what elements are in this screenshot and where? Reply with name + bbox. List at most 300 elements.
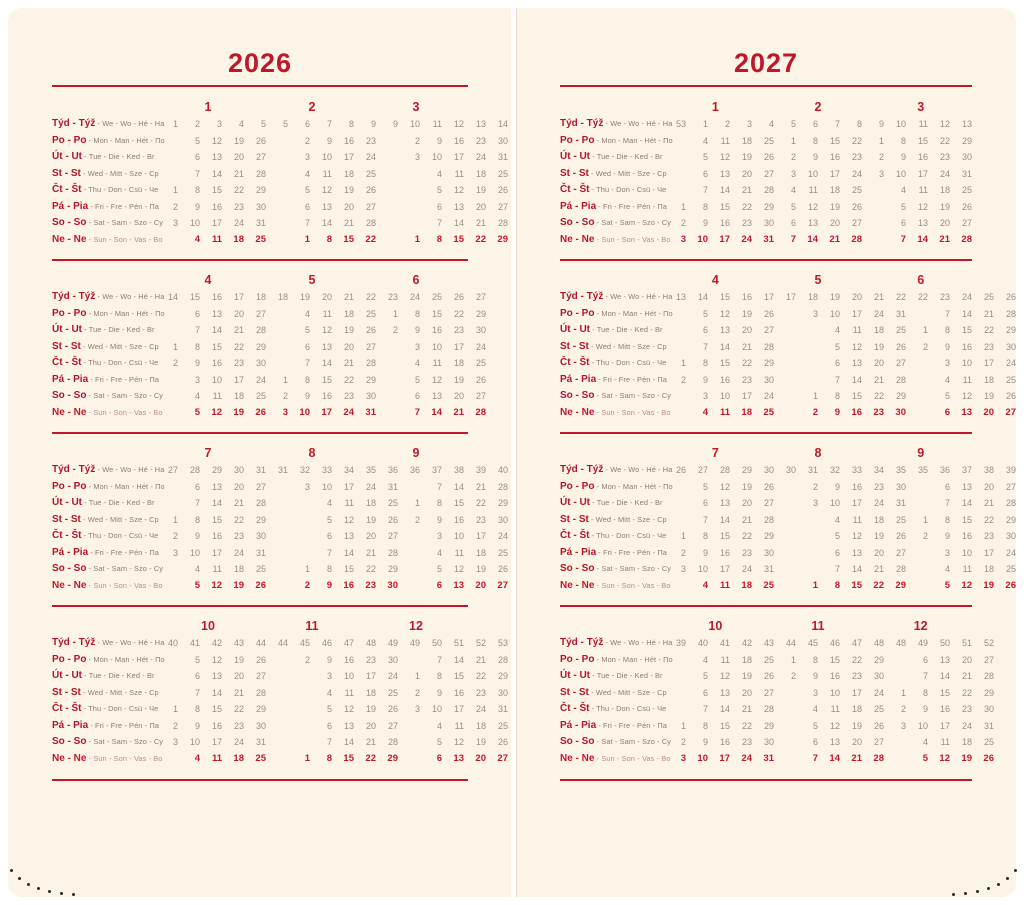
date-cell[interactable]: 24 [873, 308, 884, 319]
week-number[interactable]: 15 [719, 292, 730, 302]
date-cell[interactable]: 20 [365, 531, 376, 541]
date-cell[interactable]: 2 [304, 135, 310, 146]
date-cell[interactable]: 4 [812, 704, 818, 714]
week-number[interactable]: 53 [675, 119, 686, 129]
date-cell[interactable]: 9 [326, 135, 332, 146]
date-cell[interactable]: 16 [343, 135, 354, 146]
date-cell[interactable]: 10 [211, 374, 222, 385]
date-cell[interactable]: 12 [719, 671, 730, 681]
date-cell[interactable]: 6 [702, 498, 708, 508]
date-cell[interactable]: 19 [983, 391, 994, 401]
date-cell[interactable]: 23 [233, 531, 244, 541]
date-cell[interactable]: 26 [895, 341, 906, 352]
date-cell[interactable]: 18 [343, 168, 354, 179]
date-cell[interactable]: 13 [829, 737, 840, 747]
date-cell[interactable]: 30 [1005, 531, 1016, 541]
date-cell[interactable]: 4 [702, 579, 708, 591]
date-cell[interactable]: 12 [961, 579, 972, 591]
date-cell[interactable]: 3 [414, 704, 420, 714]
date-cell[interactable]: 24 [763, 391, 774, 401]
date-cell[interactable]: 3 [900, 720, 906, 731]
week-number[interactable]: 51 [453, 638, 464, 648]
date-cell[interactable]: 23 [453, 325, 464, 335]
date-cell[interactable]: 12 [343, 514, 354, 525]
date-cell[interactable]: 24 [1005, 547, 1016, 558]
date-cell[interactable]: 19 [475, 185, 486, 195]
week-number[interactable]: 17 [233, 292, 244, 302]
week-number[interactable]: 26 [1005, 292, 1016, 302]
date-cell[interactable]: 6 [436, 201, 442, 212]
date-cell[interactable]: 3 [812, 498, 818, 508]
date-cell[interactable]: 12 [961, 391, 972, 401]
date-cell[interactable]: 7 [436, 218, 442, 228]
date-cell[interactable]: 22 [233, 704, 244, 714]
date-cell[interactable]: 11 [830, 704, 840, 714]
week-number[interactable]: 27 [167, 465, 178, 475]
date-cell[interactable]: 2 [304, 654, 310, 665]
week-number[interactable]: 3 [746, 119, 752, 129]
date-cell[interactable]: 8 [326, 752, 332, 764]
date-cell[interactable]: 22 [475, 233, 486, 245]
date-cell[interactable]: 27 [763, 687, 774, 698]
date-cell[interactable]: 28 [1005, 308, 1016, 319]
date-cell[interactable]: 22 [873, 391, 884, 401]
date-cell[interactable]: 19 [829, 201, 840, 212]
week-number[interactable]: 22 [895, 292, 906, 302]
date-cell[interactable]: 26 [1005, 579, 1016, 591]
date-cell[interactable]: 29 [387, 564, 398, 574]
week-number[interactable]: 22 [917, 292, 928, 302]
date-cell[interactable]: 16 [961, 341, 972, 352]
date-cell[interactable]: 20 [741, 498, 752, 508]
date-cell[interactable]: 28 [387, 547, 398, 558]
date-cell[interactable]: 14 [453, 654, 464, 665]
date-cell[interactable]: 10 [961, 358, 972, 368]
date-cell[interactable]: 4 [834, 325, 840, 335]
week-number[interactable]: 40 [167, 638, 178, 648]
date-cell[interactable]: 1 [812, 579, 818, 591]
date-cell[interactable]: 11 [454, 547, 464, 558]
date-cell[interactable]: 24 [497, 531, 508, 541]
date-cell[interactable]: 5 [194, 135, 200, 146]
date-cell[interactable]: 24 [741, 233, 752, 245]
week-number[interactable]: 4 [238, 119, 244, 129]
date-cell[interactable]: 28 [497, 218, 508, 228]
date-cell[interactable]: 1 [414, 671, 420, 681]
date-cell[interactable]: 3 [194, 374, 200, 385]
date-cell[interactable]: 20 [983, 481, 994, 492]
date-cell[interactable]: 22 [233, 341, 244, 352]
date-cell[interactable]: 29 [763, 531, 774, 541]
date-cell[interactable]: 15 [851, 579, 862, 591]
date-cell[interactable]: 25 [1005, 374, 1016, 385]
date-cell[interactable]: 25 [763, 579, 774, 591]
date-cell[interactable]: 24 [233, 547, 244, 558]
date-cell[interactable]: 7 [194, 498, 200, 508]
date-cell[interactable]: 4 [790, 185, 796, 195]
date-cell[interactable]: 5 [326, 514, 332, 525]
date-cell[interactable]: 31 [497, 704, 508, 714]
date-cell[interactable]: 6 [834, 358, 840, 368]
date-cell[interactable]: 2 [392, 325, 398, 335]
date-cell[interactable]: 26 [387, 704, 398, 714]
week-number[interactable]: 2 [194, 119, 200, 129]
date-cell[interactable]: 18 [961, 737, 972, 747]
week-number[interactable]: 26 [453, 292, 464, 302]
date-cell[interactable]: 24 [365, 152, 376, 162]
date-cell[interactable]: 18 [365, 687, 376, 698]
date-cell[interactable]: 2 [414, 514, 420, 525]
date-cell[interactable]: 12 [453, 564, 464, 574]
date-cell[interactable]: 10 [189, 547, 200, 558]
date-cell[interactable]: 11 [962, 564, 972, 574]
date-cell[interactable]: 16 [343, 579, 354, 591]
date-cell[interactable]: 20 [475, 579, 486, 591]
date-cell[interactable]: 19 [475, 737, 486, 747]
date-cell[interactable]: 21 [983, 308, 994, 319]
week-number[interactable]: 29 [211, 465, 222, 475]
date-cell[interactable]: 3 [304, 481, 310, 492]
week-number[interactable]: 14 [497, 119, 508, 129]
date-cell[interactable]: 18 [233, 391, 244, 401]
date-cell[interactable]: 22 [365, 752, 376, 764]
date-cell[interactable]: 2 [812, 481, 818, 492]
date-cell[interactable]: 28 [255, 325, 266, 335]
date-cell[interactable]: 22 [873, 579, 884, 591]
date-cell[interactable]: 2 [172, 531, 178, 541]
date-cell[interactable]: 25 [255, 233, 266, 245]
date-cell[interactable]: 18 [475, 720, 486, 731]
date-cell[interactable]: 9 [326, 579, 332, 591]
date-cell[interactable]: 23 [233, 720, 244, 731]
date-cell[interactable]: 15 [851, 391, 862, 401]
date-cell[interactable]: 14 [939, 671, 950, 681]
week-number[interactable]: 44 [785, 638, 796, 648]
date-cell[interactable]: 24 [233, 737, 244, 747]
date-cell[interactable]: 18 [475, 547, 486, 558]
date-cell[interactable]: 19 [741, 671, 752, 681]
date-cell[interactable]: 17 [475, 531, 486, 541]
date-cell[interactable]: 3 [680, 564, 686, 574]
date-cell[interactable]: 4 [944, 564, 950, 574]
week-number[interactable]: 28 [719, 465, 730, 475]
date-cell[interactable]: 26 [763, 671, 774, 681]
date-cell[interactable]: 5 [702, 308, 708, 319]
date-cell[interactable]: 28 [895, 374, 906, 385]
date-cell[interactable]: 13 [961, 481, 972, 492]
date-cell[interactable]: 18 [983, 374, 994, 385]
week-number[interactable]: 38 [983, 465, 994, 475]
date-cell[interactable]: 17 [851, 687, 862, 698]
date-cell[interactable]: 22 [741, 201, 752, 212]
date-cell[interactable]: 14 [917, 233, 928, 245]
date-cell[interactable]: 31 [387, 481, 398, 492]
date-cell[interactable]: 7 [194, 325, 200, 335]
date-cell[interactable]: 4 [944, 374, 950, 385]
date-cell[interactable]: 19 [343, 325, 354, 335]
date-cell[interactable]: 1 [680, 531, 686, 541]
date-cell[interactable]: 25 [895, 325, 906, 335]
date-cell[interactable]: 21 [475, 218, 486, 228]
date-cell[interactable]: 17 [453, 152, 464, 162]
date-cell[interactable]: 28 [983, 671, 994, 681]
date-cell[interactable]: 5 [944, 579, 950, 591]
date-cell[interactable]: 6 [436, 752, 442, 764]
date-cell[interactable]: 30 [763, 218, 774, 228]
date-cell[interactable]: 31 [763, 564, 774, 574]
week-number[interactable]: 48 [895, 638, 906, 648]
date-cell[interactable]: 16 [719, 374, 730, 385]
week-number[interactable]: 8 [856, 119, 862, 129]
date-cell[interactable]: 6 [834, 547, 840, 558]
date-cell[interactable]: 17 [719, 233, 730, 245]
date-cell[interactable]: 8 [326, 233, 332, 245]
date-cell[interactable]: 14 [851, 564, 862, 574]
date-cell[interactable]: 18 [453, 358, 464, 368]
week-number[interactable]: 41 [189, 638, 200, 648]
date-cell[interactable]: 13 [807, 218, 818, 228]
date-cell[interactable]: 15 [453, 233, 464, 245]
week-number[interactable]: 51 [961, 638, 972, 648]
date-cell[interactable]: 14 [211, 168, 222, 179]
date-cell[interactable]: 12 [719, 481, 730, 492]
date-cell[interactable]: 3 [172, 547, 178, 558]
date-cell[interactable]: 3 [680, 233, 686, 245]
date-cell[interactable]: 23 [983, 531, 994, 541]
date-cell[interactable]: 4 [326, 498, 332, 508]
month-number[interactable]: 12 [409, 619, 423, 633]
date-cell[interactable]: 9 [812, 671, 818, 681]
date-cell[interactable]: 25 [1005, 564, 1016, 574]
date-cell[interactable]: 20 [829, 218, 840, 228]
date-cell[interactable]: 1 [790, 654, 796, 665]
date-cell[interactable]: 11 [719, 406, 730, 418]
date-cell[interactable]: 27 [497, 579, 508, 591]
week-number[interactable]: 46 [829, 638, 840, 648]
date-cell[interactable]: 20 [939, 218, 950, 228]
date-cell[interactable]: 27 [895, 358, 906, 368]
date-cell[interactable]: 20 [365, 720, 376, 731]
date-cell[interactable]: 13 [211, 481, 222, 492]
date-cell[interactable]: 5 [834, 531, 840, 541]
month-number[interactable]: 11 [305, 619, 319, 633]
date-cell[interactable]: 21 [983, 498, 994, 508]
date-cell[interactable]: 15 [917, 135, 928, 146]
date-cell[interactable]: 17 [983, 358, 994, 368]
date-cell[interactable]: 28 [255, 498, 266, 508]
date-cell[interactable]: 6 [194, 481, 200, 492]
date-cell[interactable]: 5 [702, 152, 708, 162]
week-number[interactable]: 5 [790, 119, 796, 129]
date-cell[interactable]: 24 [343, 406, 354, 418]
date-cell[interactable]: 14 [211, 325, 222, 335]
date-cell[interactable]: 25 [365, 308, 376, 319]
date-cell[interactable]: 3 [812, 687, 818, 698]
date-cell[interactable]: 12 [211, 135, 222, 146]
date-cell[interactable]: 12 [719, 308, 730, 319]
date-cell[interactable]: 9 [944, 531, 950, 541]
date-cell[interactable]: 16 [719, 547, 730, 558]
date-cell[interactable]: 1 [922, 514, 928, 525]
date-cell[interactable]: 25 [961, 185, 972, 195]
date-cell[interactable]: 17 [829, 168, 840, 179]
date-cell[interactable]: 19 [741, 152, 752, 162]
week-number[interactable]: 4 [768, 119, 774, 129]
date-cell[interactable]: 3 [680, 752, 686, 764]
date-cell[interactable]: 15 [719, 358, 730, 368]
date-cell[interactable]: 8 [812, 654, 818, 665]
date-cell[interactable]: 7 [900, 233, 906, 245]
date-cell[interactable]: 21 [365, 547, 376, 558]
date-cell[interactable]: 5 [702, 671, 708, 681]
date-cell[interactable]: 21 [741, 514, 752, 525]
date-cell[interactable]: 1 [414, 233, 420, 245]
date-cell[interactable]: 13 [453, 579, 464, 591]
date-cell[interactable]: 22 [233, 514, 244, 525]
date-cell[interactable]: 16 [453, 687, 464, 698]
date-cell[interactable]: 26 [475, 374, 486, 385]
date-cell[interactable]: 20 [961, 654, 972, 665]
date-cell[interactable]: 19 [851, 720, 862, 731]
week-number[interactable]: 27 [697, 465, 708, 475]
week-number[interactable]: 5 [282, 119, 288, 129]
date-cell[interactable]: 24 [741, 564, 752, 574]
date-cell[interactable]: 27 [983, 654, 994, 665]
date-cell[interactable]: 14 [321, 358, 332, 368]
date-cell[interactable]: 12 [851, 341, 862, 352]
date-cell[interactable]: 27 [387, 720, 398, 731]
date-cell[interactable]: 26 [895, 531, 906, 541]
date-cell[interactable]: 29 [895, 391, 906, 401]
date-cell[interactable]: 11 [344, 498, 354, 508]
date-cell[interactable]: 10 [321, 152, 332, 162]
date-cell[interactable]: 6 [790, 218, 796, 228]
date-cell[interactable]: 12 [939, 752, 950, 764]
date-cell[interactable]: 27 [255, 481, 266, 492]
date-cell[interactable]: 15 [211, 514, 222, 525]
date-cell[interactable]: 28 [763, 341, 774, 352]
date-cell[interactable]: 4 [304, 168, 310, 179]
week-number[interactable]: 2 [724, 119, 730, 129]
date-cell[interactable]: 20 [233, 308, 244, 319]
date-cell[interactable]: 16 [719, 737, 730, 747]
date-cell[interactable]: 18 [343, 308, 354, 319]
date-cell[interactable]: 20 [873, 358, 884, 368]
date-cell[interactable]: 7 [702, 704, 708, 714]
week-number[interactable]: 32 [829, 465, 840, 475]
date-cell[interactable]: 8 [900, 135, 906, 146]
date-cell[interactable]: 9 [414, 325, 420, 335]
date-cell[interactable]: 21 [233, 325, 244, 335]
date-cell[interactable]: 2 [680, 374, 686, 385]
date-cell[interactable]: 2 [304, 579, 310, 591]
date-cell[interactable]: 16 [719, 218, 730, 228]
date-cell[interactable]: 4 [194, 233, 200, 245]
date-cell[interactable]: 14 [829, 752, 840, 764]
month-number[interactable]: 8 [308, 446, 316, 460]
date-cell[interactable]: 4 [414, 358, 420, 368]
date-cell[interactable]: 10 [917, 720, 928, 731]
week-number[interactable]: 26 [675, 465, 686, 475]
date-cell[interactable]: 20 [873, 547, 884, 558]
month-number[interactable]: 6 [917, 273, 925, 287]
date-cell[interactable]: 11 [720, 135, 730, 146]
date-cell[interactable]: 16 [211, 201, 222, 212]
date-cell[interactable]: 16 [343, 654, 354, 665]
date-cell[interactable]: 17 [365, 671, 376, 681]
date-cell[interactable]: 13 [321, 341, 332, 352]
date-cell[interactable]: 9 [812, 152, 818, 162]
date-cell[interactable]: 10 [321, 481, 332, 492]
date-cell[interactable]: 21 [741, 704, 752, 714]
date-cell[interactable]: 29 [1005, 514, 1016, 525]
week-number[interactable]: 33 [851, 465, 862, 475]
date-cell[interactable]: 10 [431, 341, 442, 352]
date-cell[interactable]: 21 [233, 498, 244, 508]
date-cell[interactable]: 15 [961, 514, 972, 525]
week-number[interactable]: 9 [878, 119, 884, 129]
date-cell[interactable]: 14 [431, 406, 442, 418]
date-cell[interactable]: 19 [741, 481, 752, 492]
date-cell[interactable]: 4 [436, 168, 442, 179]
date-cell[interactable]: 23 [961, 704, 972, 714]
date-cell[interactable]: 14 [321, 218, 332, 228]
week-number[interactable]: 21 [343, 292, 354, 302]
date-cell[interactable]: 26 [1005, 391, 1016, 401]
date-cell[interactable]: 5 [436, 737, 442, 747]
month-number[interactable]: 10 [708, 619, 723, 633]
date-cell[interactable]: 1 [172, 185, 178, 195]
date-cell[interactable]: 25 [365, 168, 376, 179]
date-cell[interactable]: 6 [922, 654, 928, 665]
date-cell[interactable]: 3 [172, 737, 178, 747]
date-cell[interactable]: 31 [255, 547, 266, 558]
date-cell[interactable]: 24 [387, 671, 398, 681]
date-cell[interactable]: 22 [939, 135, 950, 146]
date-cell[interactable]: 17 [917, 168, 928, 179]
date-cell[interactable]: 7 [944, 498, 950, 508]
date-cell[interactable]: 22 [365, 564, 376, 574]
date-cell[interactable]: 24 [961, 720, 972, 731]
date-cell[interactable]: 19 [233, 135, 244, 146]
date-cell[interactable]: 26 [255, 135, 266, 146]
month-number[interactable]: 2 [308, 100, 316, 114]
date-cell[interactable]: 20 [475, 752, 486, 764]
date-cell[interactable]: 27 [255, 308, 266, 319]
date-cell[interactable]: 29 [983, 687, 994, 698]
date-cell[interactable]: 22 [453, 308, 464, 319]
date-cell[interactable]: 8 [436, 233, 442, 245]
date-cell[interactable]: 31 [961, 168, 972, 179]
week-number[interactable]: 50 [939, 638, 950, 648]
date-cell[interactable]: 6 [900, 218, 906, 228]
date-cell[interactable]: 6 [304, 201, 310, 212]
week-number[interactable]: 35 [895, 465, 906, 475]
date-cell[interactable]: 28 [365, 358, 376, 368]
date-cell[interactable]: 1 [172, 514, 178, 525]
date-cell[interactable]: 27 [387, 531, 398, 541]
date-cell[interactable]: 26 [983, 752, 994, 764]
date-cell[interactable]: 24 [939, 168, 950, 179]
date-cell[interactable]: 22 [475, 671, 486, 681]
date-cell[interactable]: 11 [212, 564, 222, 574]
date-cell[interactable]: 17 [983, 547, 994, 558]
date-cell[interactable]: 14 [961, 498, 972, 508]
date-cell[interactable]: 30 [983, 704, 994, 714]
date-cell[interactable]: 17 [321, 406, 332, 418]
date-cell[interactable]: 11 [719, 579, 730, 591]
date-cell[interactable]: 3 [944, 358, 950, 368]
